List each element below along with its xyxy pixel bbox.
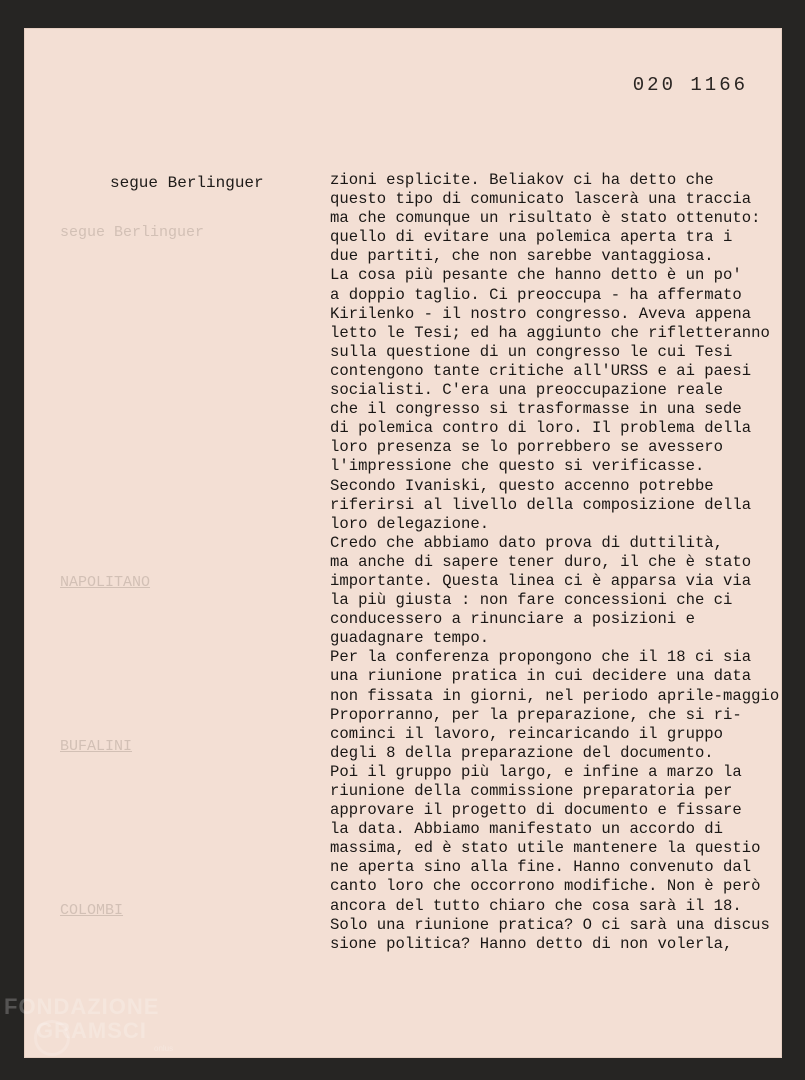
text-line: cominci il lavoro, reincaricando il gruppo	[330, 724, 724, 743]
text-line: la data. Abbiamo manifestato un accordo di	[330, 820, 724, 839]
text-line: massima, ed è stato utile mantenere la questio	[330, 839, 761, 858]
text-line: degli 8 della preparazione del documento.	[330, 743, 714, 762]
document-number: 020 1166	[632, 74, 748, 96]
text-line: sulla questione di un congresso le cui Tesi	[330, 342, 733, 361]
text-line: Credo che abbiamo dato prova di duttilità,	[330, 533, 724, 552]
text-line: a doppio taglio. Ci preoccupa - ha affermato	[330, 285, 742, 304]
text-line: zioni esplicite. Beliakov ci ha detto che	[330, 171, 714, 189]
text-line: guadagnare tempo.	[330, 629, 490, 648]
text-line: questo tipo di comunicato lascerà una traccia	[330, 190, 752, 209]
text-line: ancora del tutto chiaro che cosa sarà il 18.	[330, 896, 742, 915]
text-line: quello di evitare una polemica aperta tra i	[330, 228, 733, 247]
text-line: riunione della commissione preparatoria per	[330, 782, 733, 800]
text-line: ma che comunque un risultato è stato ottenuto:	[330, 209, 761, 228]
text-line: l'impressione che questo si verificasse.	[330, 457, 705, 476]
fondazione-gramsci-watermark	[4, 990, 204, 1070]
watermark-line-1: FONDAZIONE	[4, 994, 160, 1019]
bleed-through-text: segue Berlinguer	[60, 224, 205, 241]
text-line: loro delegazione.	[330, 514, 490, 533]
speaker-label: segue Berlinguer	[110, 174, 264, 192]
watermark-line-3: onlus	[154, 1044, 174, 1053]
text-line: di polemica contro di loro. Il problema della	[330, 419, 752, 438]
typewritten-body	[330, 171, 782, 954]
text-line: ne aperta sino alla fine. Hanno convenuto dal	[330, 858, 752, 877]
text-line: la più giusta : non fare concessioni che ci	[330, 591, 733, 610]
text-line: Secondo Ivaniski, questo accenno potrebbe	[330, 476, 714, 495]
text-line: socialisti. C'era una preoccupazione reale	[330, 381, 724, 400]
bleed-through-text: NAPOLITANO	[60, 574, 151, 591]
text-line: Kirilenko - il nostro congresso. Aveva appena	[330, 304, 752, 323]
text-line: che il congresso si trasformasse in una sede	[330, 400, 742, 419]
text-line: riferirsi al livello della composizione della	[330, 495, 752, 514]
watermark-line-2: GRAMSCI	[36, 1018, 147, 1043]
text-line: loro presenza se lo porrebbero se avessero	[330, 438, 724, 457]
text-line: una riunione pratica in cui decidere una data	[330, 667, 752, 686]
bleed-through-text: COLOMBI	[60, 902, 124, 919]
text-line: contengono tante critiche all'URSS e ai paesi	[330, 361, 752, 380]
text-line: Proporranno, per la preparazione, che si ri-	[330, 705, 742, 724]
text-line: La cosa più pesante che hanno detto è un po'	[330, 266, 742, 285]
text-line: importante. Questa linea ci è apparsa via via	[330, 571, 752, 590]
text-line: Poi il gruppo più largo, e infine a marzo la	[330, 762, 742, 781]
document-page	[24, 28, 782, 1058]
text-line: approvare il progetto di documento e fissare	[330, 801, 742, 820]
text-line: Per la conferenza propongono che il 18 ci sia	[330, 648, 752, 667]
text-line: non fissata in giorni, nel periodo aprile-maggio	[330, 686, 780, 705]
bleed-through-text: BUFALINI	[60, 738, 133, 755]
text-line: due partiti, che non sarebbe vantaggiosa.	[330, 247, 714, 266]
text-line: conducessero a rinunciare a posizioni e	[330, 610, 695, 629]
text-line: letto le Tesi; ed ha aggiunto che rifletteranno	[330, 323, 770, 342]
text-line: canto loro che occorrono modifiche. Non è però	[330, 877, 761, 896]
text-line: ma anche di sapere tener duro, il che è stato	[330, 552, 752, 571]
text-line: Solo una riunione pratica? O ci sarà una discus	[330, 915, 770, 934]
text-line: sione politica? Hanno detto di non volerla,	[330, 934, 733, 953]
